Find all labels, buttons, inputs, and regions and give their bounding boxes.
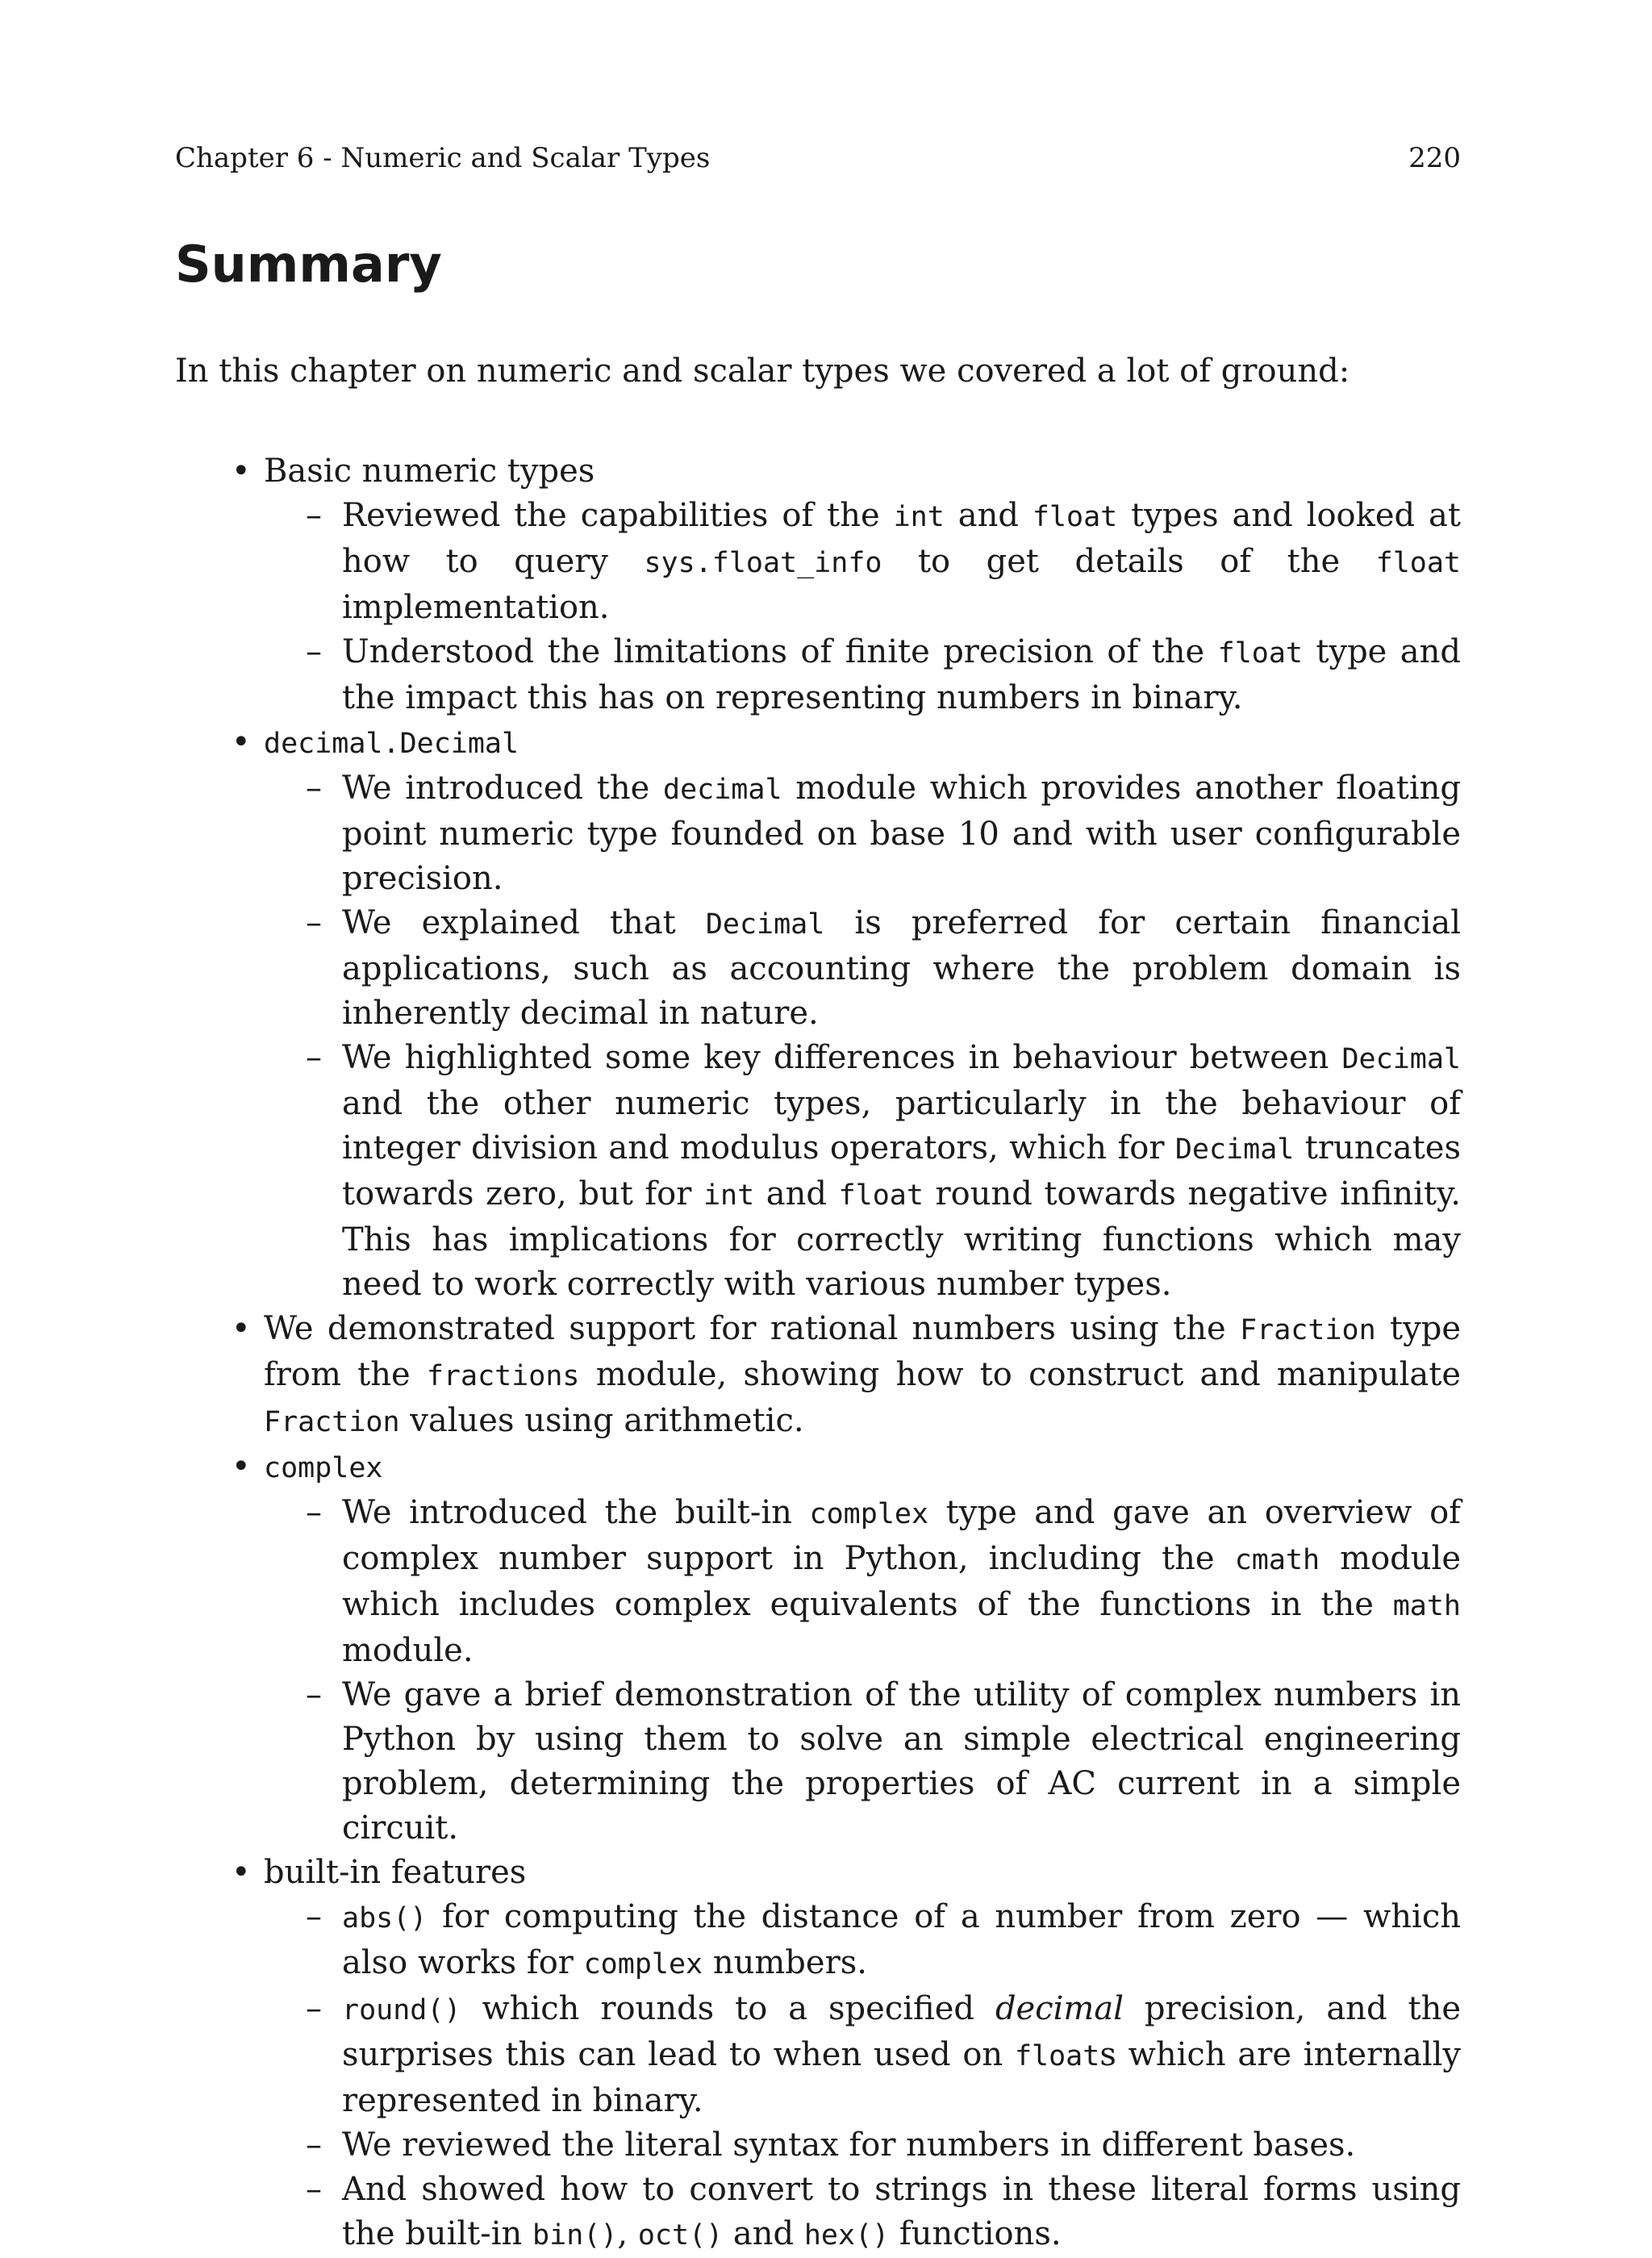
item-text (264, 1307, 1461, 1445)
item-text (342, 2168, 1461, 2258)
sub-list-item (264, 630, 1461, 720)
sub-list (264, 1895, 1461, 2258)
text-run: type and gave an overview of complex number support in Python, including the (342, 1494, 1461, 1577)
text-run: and (754, 1175, 839, 1212)
summary-list (175, 449, 1461, 2258)
bullet-icon: • (232, 724, 251, 761)
item-text (342, 1491, 1461, 1673)
list-item (175, 1851, 1461, 2258)
list-item (175, 1445, 1461, 1851)
item-text (342, 630, 1461, 720)
inline-code: math (1392, 1590, 1461, 1622)
item-text (342, 901, 1461, 1036)
inline-code: int (893, 501, 945, 533)
item-text (342, 766, 1461, 901)
text-run: functions. (889, 2215, 1062, 2252)
text-run: module which provides another floating point numeric type founded on base 10 and with user configurable precision. (342, 770, 1461, 897)
sub-list-item (264, 766, 1461, 901)
chapter-title: Chapter 6 - Numeric and Scalar Types (175, 142, 711, 174)
inline-code: complex (264, 1452, 383, 1484)
inline-code: int (703, 1179, 755, 1212)
item-text (342, 1987, 1461, 2123)
sub-list-item (264, 901, 1461, 1036)
bullet-label: Basic numeric types (264, 453, 595, 490)
bullet-icon: • (232, 453, 251, 490)
bullet-icon: • (232, 1448, 251, 1485)
sub-list (264, 766, 1461, 1307)
bullet-icon: • (232, 1310, 251, 1347)
text-run: We highlighted some key differences in behaviour between (342, 1039, 1342, 1076)
list-item (175, 449, 1461, 720)
dash-icon: – (306, 1039, 322, 1076)
dash-icon: – (306, 497, 322, 534)
inline-code: fractions (426, 1360, 580, 1392)
dash-icon: – (306, 904, 322, 941)
inline-code: Fraction (1240, 1314, 1376, 1346)
list-item (175, 1307, 1461, 1445)
bullet-label (264, 720, 1461, 766)
text-run: We reviewed the literal syntax for numbers in different bases. (342, 2127, 1356, 2164)
inline-code: Decimal (1174, 1133, 1295, 1166)
item-text (342, 1673, 1461, 1851)
dash-icon: – (306, 1494, 322, 1531)
text-run: and (723, 2215, 804, 2252)
text-run: types and looked at how to query (342, 497, 1461, 580)
text-run: round towards negative infinity. This has implications for correctly writing functions which may need to work correctly with various number types. (342, 1175, 1461, 1303)
inline-code: Decimal (1341, 1043, 1461, 1075)
bullet-label: built-in features (264, 1854, 527, 1891)
text-run: s which are internally represented in binary. (342, 2036, 1461, 2119)
text-run: module. (342, 1632, 473, 1669)
text-run: type and the impact this has on representing numbers in binary. (342, 633, 1461, 716)
dash-icon: – (306, 770, 322, 807)
text-run: We demonstrated support for rational numbers using the (264, 1310, 1241, 1347)
inline-code: bin() (532, 2219, 618, 2252)
inline-code: float (838, 1179, 924, 1212)
inline-code: Decimal (705, 908, 825, 941)
sub-list-item (264, 1895, 1461, 1987)
text-run: , (617, 2215, 638, 2252)
sub-list (264, 1491, 1461, 1851)
inline-code: Fraction (264, 1406, 400, 1438)
inline-code: hex() (803, 2219, 890, 2252)
text-run: precision, and the surprises this can lead to when used on (342, 1990, 1461, 2073)
item-text (342, 1036, 1461, 1307)
inline-code: float (1014, 2040, 1100, 2072)
inline-code: cmath (1234, 1544, 1320, 1576)
text-run: truncates towards zero, but for (342, 1129, 1461, 1212)
text-run: module, showing how to construct and manipulate (579, 1356, 1462, 1393)
inline-code: round() (342, 1994, 461, 2026)
dash-icon: – (306, 2127, 322, 2164)
item-text (342, 1895, 1461, 1987)
text-run: to get details of the (882, 543, 1376, 580)
sub-list-item (264, 1491, 1461, 1673)
text-run: is preferred for certain financial applications, such as accounting where the problem domain is inherently decimal in nature. (342, 904, 1462, 1032)
bullet-label (264, 1445, 1461, 1491)
page-number: 220 (1408, 142, 1461, 174)
inline-code: float (1032, 501, 1118, 533)
sub-list-item (264, 2168, 1461, 2258)
text-run: numbers. (703, 1944, 867, 1981)
inline-code: float (1375, 547, 1461, 579)
section-heading: Summary (175, 235, 442, 294)
text-run: and the other numeric types, particularly in the behaviour of integer division and modulus operators, which for (342, 1085, 1461, 1167)
dash-icon: – (306, 633, 322, 670)
text-run: We explained that (342, 904, 706, 941)
text-run: implementation. (342, 589, 610, 626)
intro-paragraph: In this chapter on numeric and scalar types we covered a lot of ground: (175, 353, 1350, 390)
text-run: and (944, 497, 1032, 534)
list-item (175, 720, 1461, 1307)
item-text (342, 2123, 1461, 2168)
inline-code: complex (583, 1948, 703, 1980)
dash-icon: – (306, 1990, 322, 2027)
inline-code: abs() (342, 1902, 428, 1935)
dash-icon: – (306, 1676, 322, 1713)
text-run: We gave a brief demonstration of the utility of complex numbers in Python by using them to solve an simple electrical engineering problem, determining the properties of AC current in a simple circuit. (342, 1676, 1461, 1847)
text-run: And showed how to convert to strings in these literal forms using the built-in (342, 2171, 1461, 2252)
sub-list (264, 494, 1461, 720)
emphasis: decimal (995, 1990, 1124, 2027)
text-run: We introduced the built-in (342, 1494, 810, 1531)
text-run: We introduced the (342, 770, 664, 807)
text-run: Reviewed the capabilities of the (342, 497, 894, 534)
sub-list-item (264, 1036, 1461, 1307)
item-text (342, 494, 1461, 630)
inline-code: sys.float_info (644, 547, 882, 579)
text-run: module which includes complex equivalents of the functions in the (342, 1540, 1461, 1623)
bullet-icon: • (232, 1854, 251, 1891)
dash-icon: – (306, 1898, 322, 1935)
text-run: Understood the limitations of finite precision of the (342, 633, 1218, 670)
text-run: which rounds to a specified (461, 1990, 995, 2027)
inline-code: complex (809, 1498, 929, 1530)
sub-list-item (264, 1987, 1461, 2123)
inline-code: float (1217, 637, 1303, 670)
text-run: for computing the distance of a number from zero — which also works for (342, 1898, 1461, 1981)
sub-list-item (264, 494, 1461, 630)
inline-code: oct() (637, 2219, 724, 2252)
text-run: values using arithmetic. (399, 1402, 804, 1439)
inline-code: decimal.Decimal (264, 728, 519, 760)
dash-icon: – (306, 2171, 322, 2208)
running-header (175, 142, 1461, 182)
sub-list-item (264, 2123, 1461, 2168)
text-run: type from the (264, 1310, 1461, 1393)
inline-code: decimal (663, 774, 782, 806)
sub-list-item (264, 1673, 1461, 1851)
